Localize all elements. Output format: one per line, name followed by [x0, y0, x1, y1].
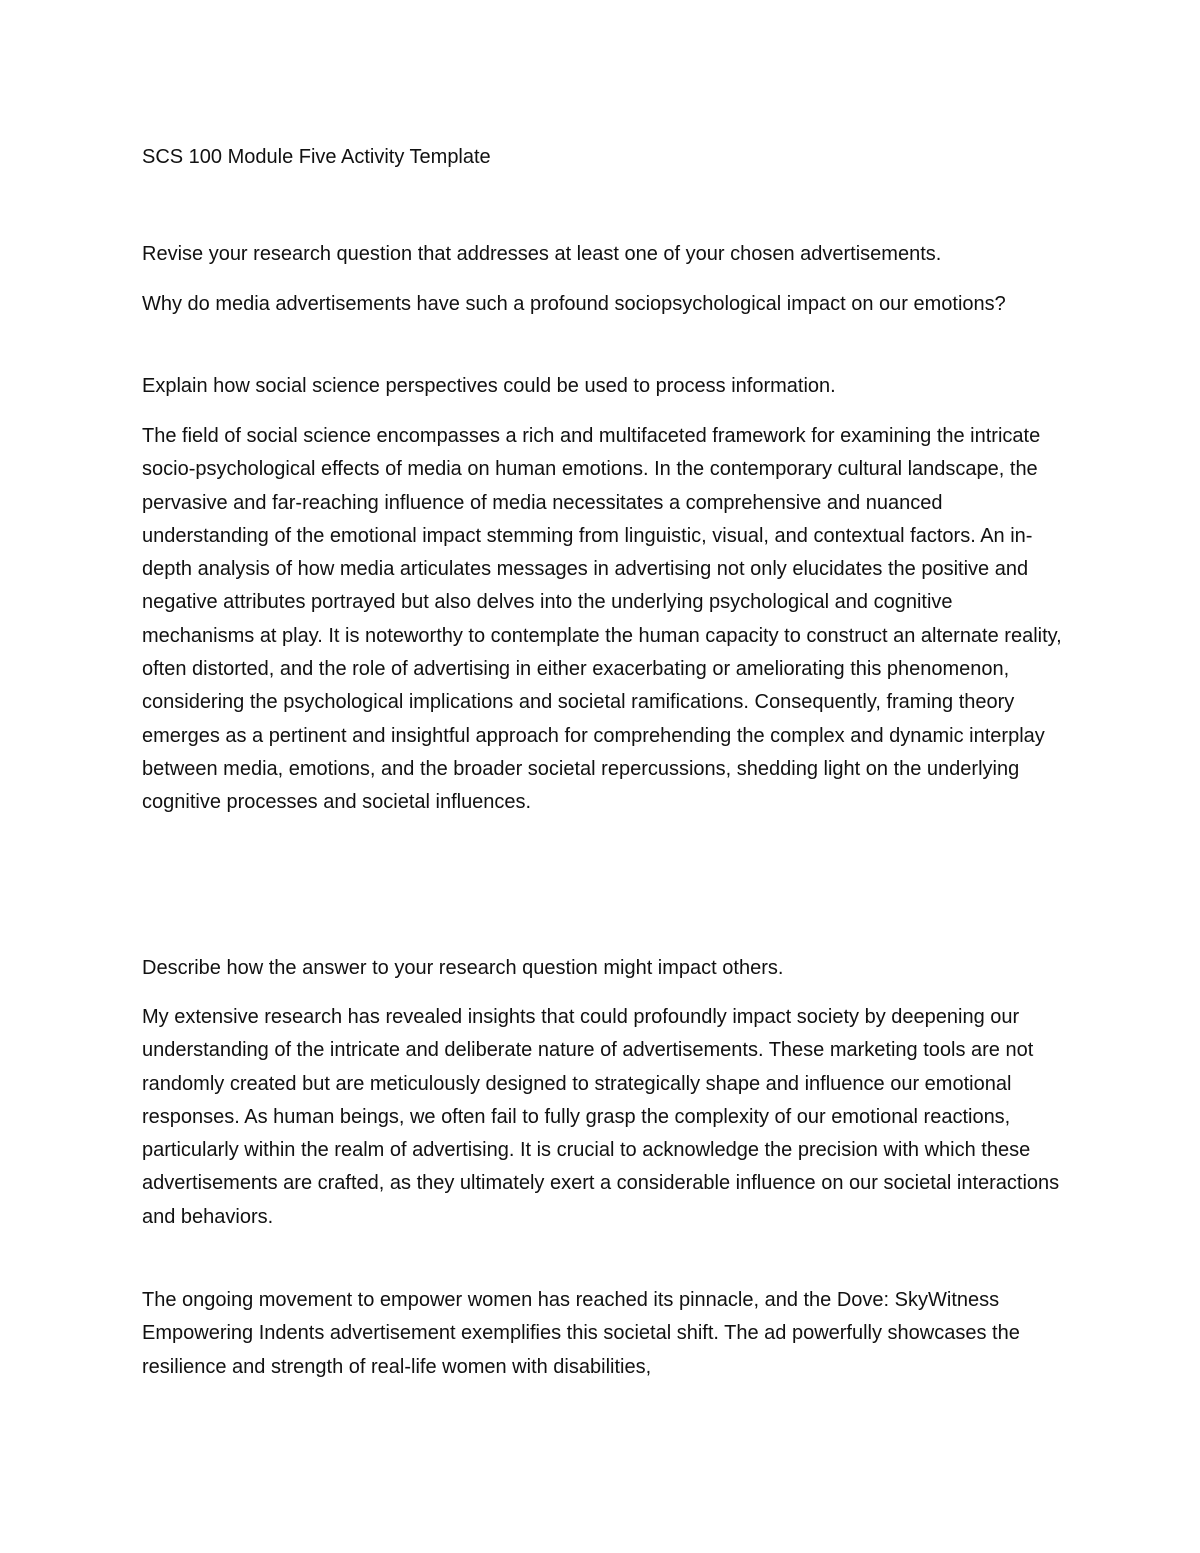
answer-explain-paragraph: The field of social science encompasses a rich and multifaceted framework for examining the intricate socio-psychological effects of media on human emotions. In the contemporary cultural landscape, the pervasive and far-reaching influence of media necessitates a comprehensive and nuanced understanding of the emotional impact stemming from linguistic, visual, and contextual factors. An in-depth analysis of how media articulates messages in advertising not only elucidates the positive and negative attributes portrayed but also delves into the underlying psychological and cognitive mechanisms at play. It is noteworthy to contemplate the human capacity to construct an alternate reality, often distorted, and the role of advertising in either exacerbating or ameliorating this phenomenon, considering the psychological implications and societal ramifications. Consequently, framing theory emerges as a pertinent and insightful approach for comprehending the complex and dynamic interplay between media, emotions, and the broader societal repercussions, shedding light on the underlying cognitive processes and societal influences.: [142, 425, 1062, 814]
prompt-explain-perspectives: Explain how social science perspectives could be used to process information.: [142, 375, 836, 397]
prompt-revise-question: Revise your research question that addresses at least one of your chosen advertisements.: [142, 243, 942, 265]
research-question-text: Why do media advertisements have such a profound sociopsychological impact on our emotions?: [142, 293, 1006, 315]
answer-describe-paragraph-1: My extensive research has revealed insights that could profoundly impact society by deepening our understanding of the intricate and deliberate nature of advertisements. These marketing tools are not randomly created but are meticulously designed to strategically shape and influence our emotional responses. As human beings, we often fail to fully grasp the complexity of our emotional reactions, particularly within the realm of advertising. It is crucial to acknowledge the precision with which these advertisements are crafted, as they ultimately exert a considerable influence on our societal interactions and behaviors.: [142, 1006, 1060, 1228]
page-title: SCS 100 Module Five Activity Template: [142, 146, 491, 168]
answer-describe-paragraph-2: The ongoing movement to empower women has reached its pinnacle, and the Dove: SkyWitness Empowering Indents advertisement exemplifies this societal shift. The ad powerfully showcases the resilience and strength of real-life women with disabilities,: [142, 1289, 1020, 1378]
prompt-describe-impact: Describe how the answer to your research question might impact others.: [142, 957, 784, 979]
